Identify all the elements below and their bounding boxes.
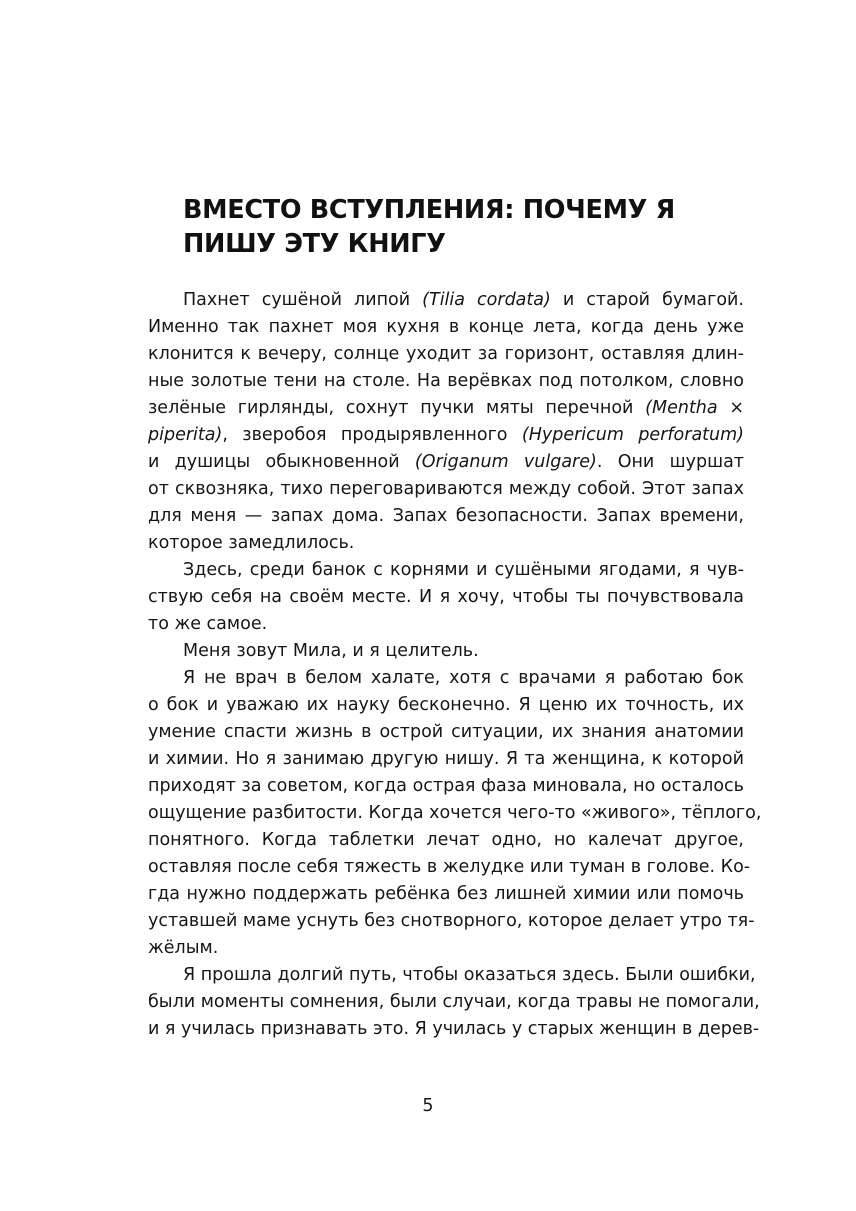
text-line bbox=[148, 422, 744, 449]
text-line: то же самое. bbox=[148, 614, 268, 634]
text-line: жёлым. bbox=[148, 938, 219, 958]
text-span: и душицы обыкновенной bbox=[148, 452, 415, 472]
text-span: и старой бумагой. bbox=[550, 290, 744, 310]
latin-name: (Tilia cordata) bbox=[422, 290, 551, 310]
text-line bbox=[148, 287, 744, 314]
text-line: Именно так пахнет моя кухня в конце лета, когда день уже bbox=[148, 317, 744, 337]
text-line: для меня — запах дома. Запах безопасности. Запах времени, bbox=[148, 506, 744, 526]
text-line: ствую себя на своём месте. И я хочу, чтобы ты почувствовала bbox=[148, 587, 744, 607]
text-line: ощущение разбитости. Когда хочется чего-то «живого», тёплого, bbox=[148, 803, 762, 823]
text-span: Пахнет сушёной липой bbox=[183, 290, 423, 310]
text-line: Здесь, среди банок с корнями и сушёными ягодами, я чув- bbox=[183, 560, 744, 580]
chapter-heading bbox=[183, 193, 743, 261]
text-line: и химии. Но я занимаю другую нишу. Я та женщина, к которой bbox=[148, 749, 744, 769]
text-line: Я не врач в белом халате, хотя с врачами я работаю бок bbox=[183, 668, 744, 688]
text-line: понятного. Когда таблетки лечат одно, но калечат другое, bbox=[148, 830, 744, 850]
text-line: уставшей маме уснуть без снотворного, которое делает утро тя- bbox=[148, 911, 755, 931]
text-line bbox=[148, 449, 744, 476]
text-line: гда нужно поддержать ребёнка без лишней химии или помочь bbox=[148, 884, 744, 904]
latin-name: (Hypericum perforatum) bbox=[521, 425, 745, 445]
page-number: 5 bbox=[422, 1096, 434, 1116]
text-line: которое замедлилось. bbox=[148, 533, 355, 553]
text-line: приходят за советом, когда острая фаза миновала, но осталось bbox=[148, 776, 744, 796]
body-text bbox=[148, 287, 762, 1043]
text-line: Я прошла долгий путь, чтобы оказаться здесь. Были ошибки, bbox=[183, 965, 756, 985]
text-span: зелёные гирлянды, сохнут пучки мяты перечной bbox=[148, 398, 646, 418]
text-span: , зверобоя продырявленного bbox=[222, 425, 522, 445]
text-line: умение спасти жизнь в острой ситуации, их знания анатомии bbox=[148, 722, 744, 742]
text-line bbox=[148, 395, 744, 422]
chapter-heading-line-1: ВМЕСТО ВСТУПЛЕНИЯ: ПОЧЕМУ Я bbox=[183, 195, 675, 225]
latin-name: piperita) bbox=[148, 425, 223, 445]
text-line: Меня зовут Мила, и я целитель. bbox=[183, 641, 479, 661]
latin-name: (Origanum vulgare) bbox=[414, 452, 597, 472]
text-line: клонится к вечеру, солнце уходит за горизонт, оставляя длин- bbox=[148, 344, 744, 364]
text-line: оставляя после себя тяжесть в желудке или туман в голове. Ко- bbox=[148, 857, 751, 877]
text-line: были моменты сомнения, были случаи, когда травы не помогали, bbox=[148, 992, 760, 1012]
chapter-heading-line-2: ПИШУ ЭТУ КНИГУ bbox=[183, 229, 446, 259]
text-line: о бок и уважаю их науку бесконечно. Я ценю их точность, их bbox=[148, 695, 744, 715]
text-span: . Они шуршат bbox=[596, 452, 745, 472]
text-line: и я училась признавать это. Я училась у старых женщин в дерев- bbox=[148, 1019, 760, 1039]
latin-name: (Mentha × bbox=[645, 398, 745, 418]
text-line: ные золотые тени на столе. На верёвках под потолком, словно bbox=[148, 371, 744, 391]
text-line: от сквозняка, тихо переговариваются между собой. Этот запах bbox=[148, 479, 744, 499]
